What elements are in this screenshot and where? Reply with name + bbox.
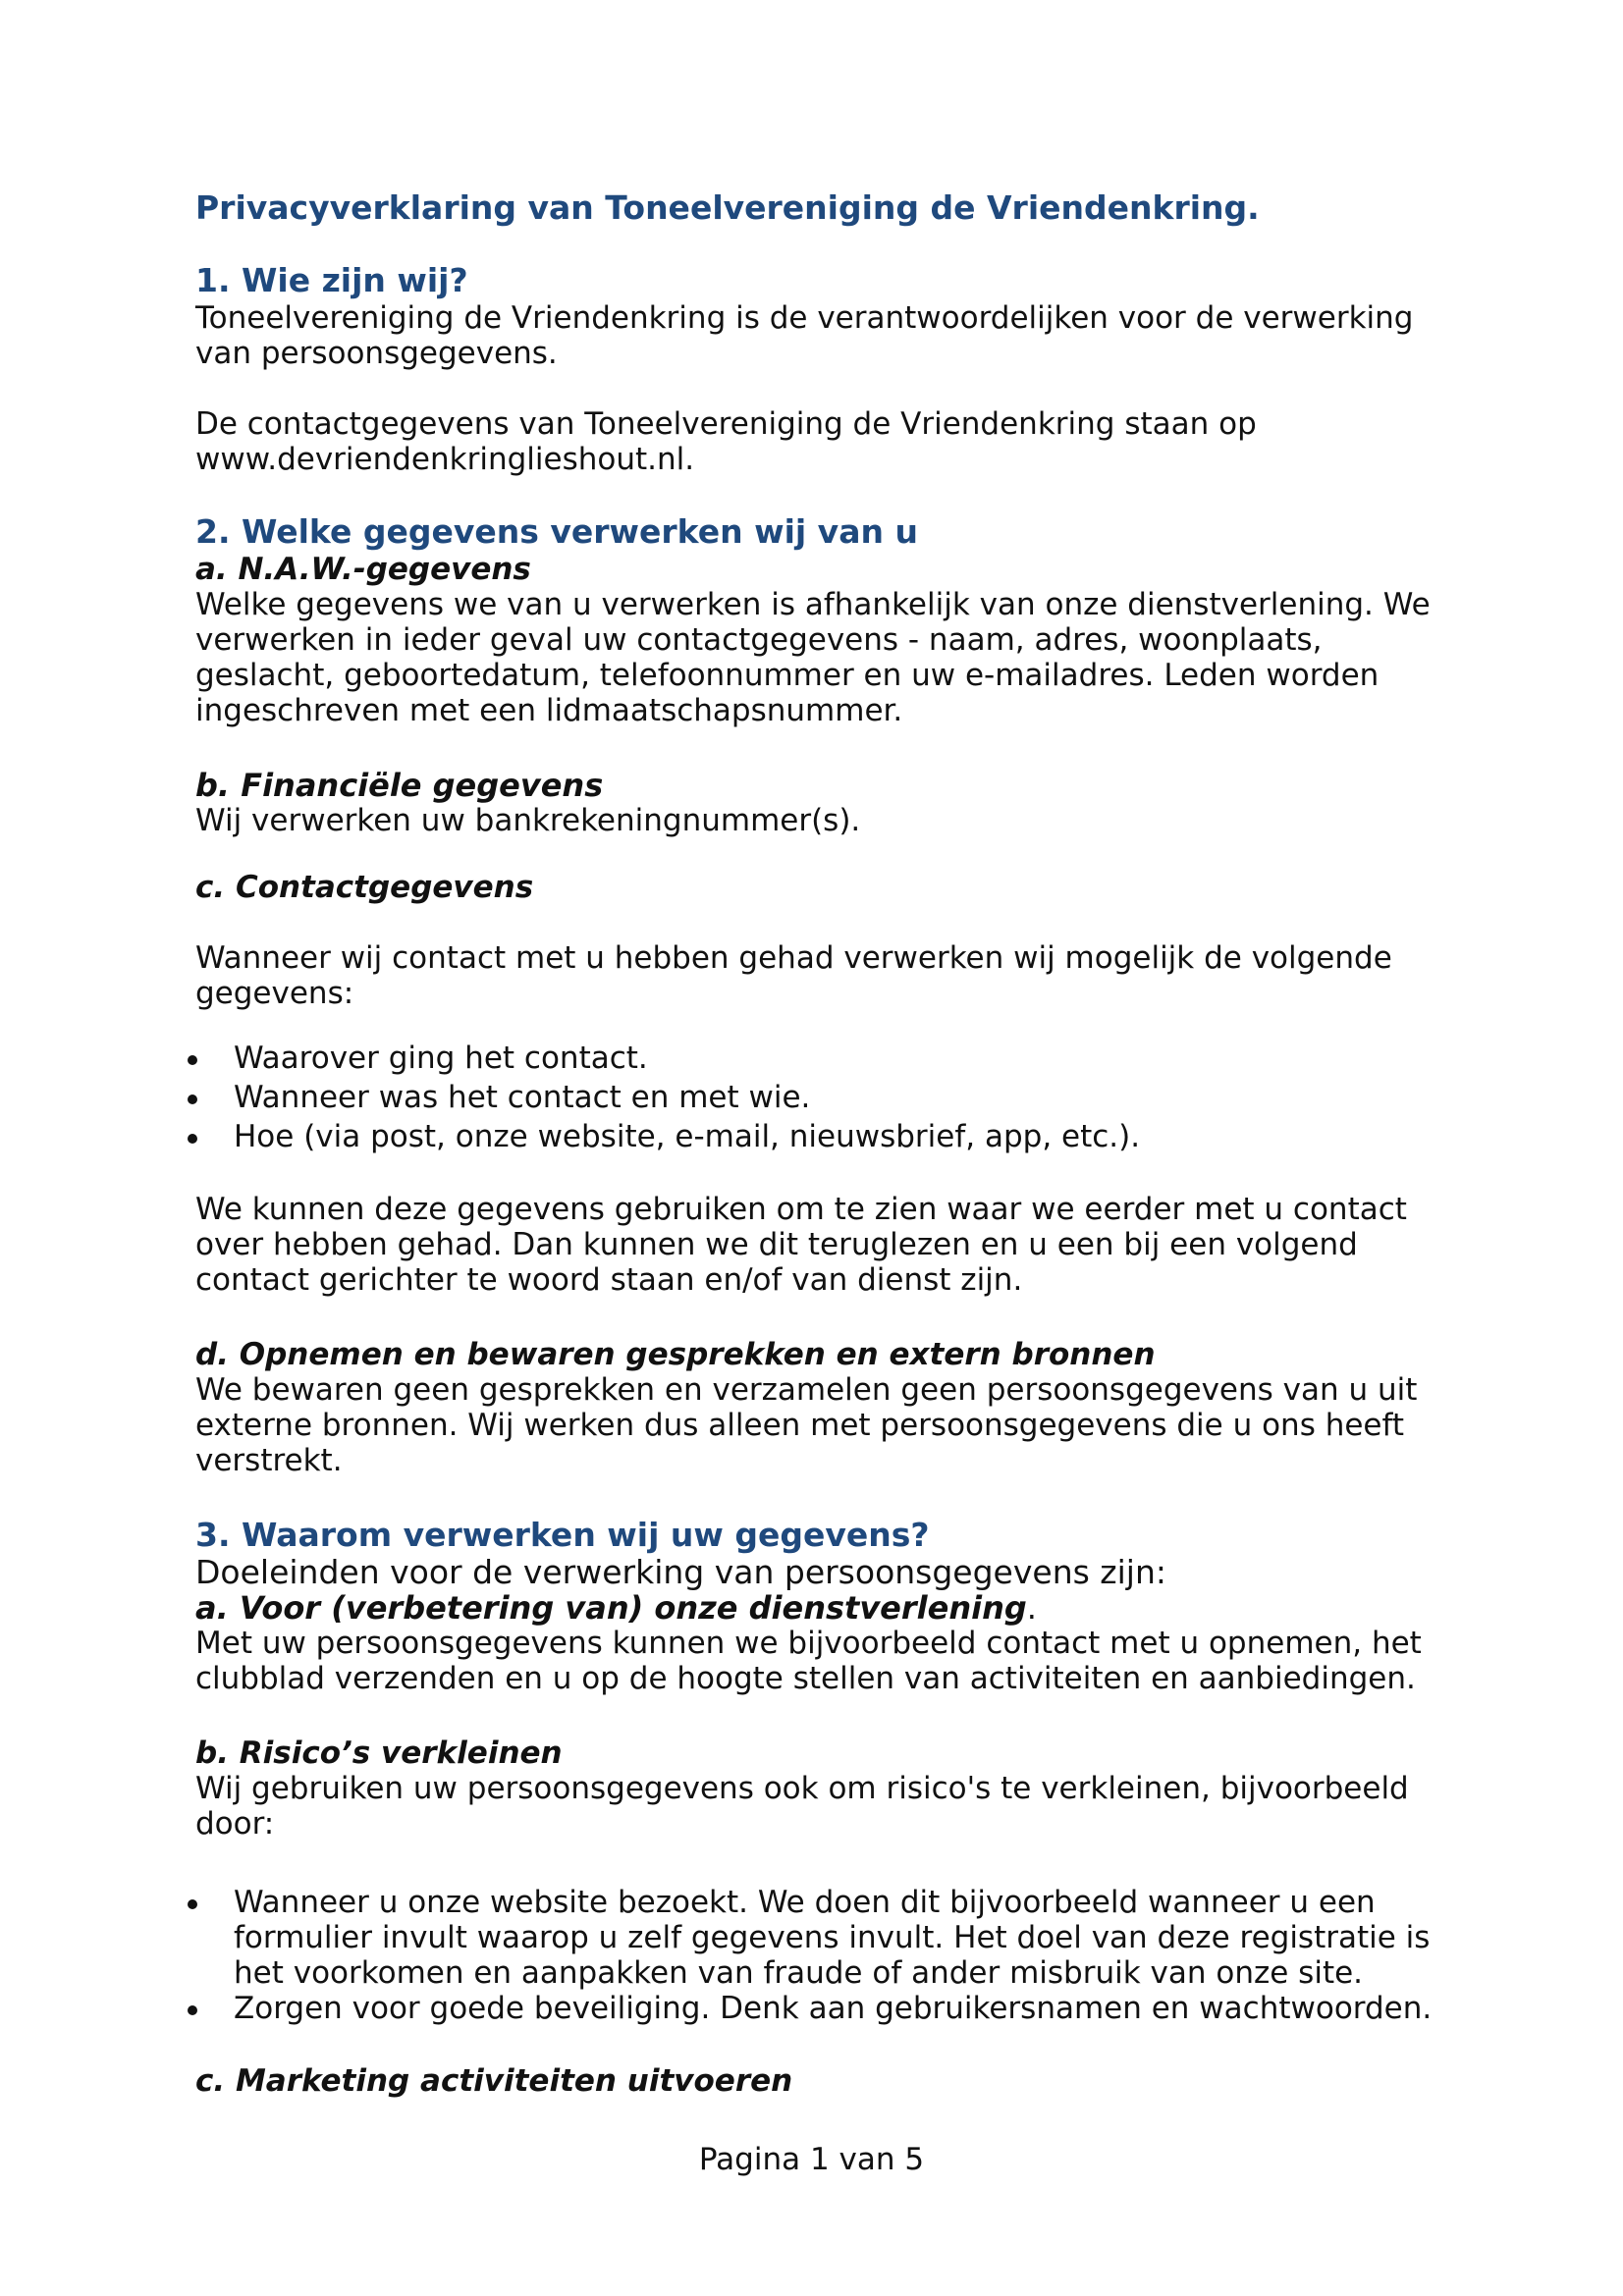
section-3-heading: 3. Waarom verwerken wij uw gegevens? xyxy=(195,1516,930,1554)
list-item: Hoe (via post, onze website, e-mail, nieuwsbrief, app, etc.). xyxy=(195,1119,1433,1154)
list-item: Wanneer was het contact en met wie. xyxy=(195,1080,1433,1115)
section-1-heading: 1. Wie zijn wij? xyxy=(195,261,468,299)
document-title: Privacyverklaring van Toneelvereniging de Vriendenkring. xyxy=(195,188,1260,227)
page-footer: Pagina 1 van 5 xyxy=(698,2142,925,2177)
list-item: Wanneer u onze website bezoekt. We doen dit bijvoorbeeld wanneer u een formulier invult waarop u zelf gegevens invult. Het doel van deze registratie is het voorkomen en aanpakken van fraude of ander misbruik van onze site. xyxy=(195,1885,1433,1991)
section-1-paragraph-1: Toneelvereniging de Vriendenkring is de verantwoordelijken voor de verwerking van persoonsgegevens. xyxy=(195,300,1414,371)
section-3c-heading: c. Marketing activiteiten uitvoeren xyxy=(195,2063,793,2099)
section-2-heading: 2. Welke gegevens verwerken wij van u xyxy=(195,512,918,551)
section-2c-heading: c. Contactgegevens xyxy=(195,870,534,905)
section-2a-heading: a. N.A.W.-gegevens xyxy=(195,552,531,587)
bullet-icon xyxy=(188,1134,197,1144)
section-2b-heading: b. Financiële gegevens xyxy=(195,767,604,804)
document-page xyxy=(195,187,1433,2099)
section-2d-heading: d. Opnemen en bewaren gesprekken en extern bronnen xyxy=(195,1337,1156,1372)
bullet-icon xyxy=(188,1055,197,1065)
section-2c-intro: Wanneer wij contact met u hebben gehad verwerken wij mogelijk de volgende gegevens: xyxy=(195,940,1392,1011)
contact-bullet-list xyxy=(195,1041,1433,1154)
bullet-icon xyxy=(188,2005,197,2015)
list-item: Zorgen voor goede beveiliging. Denk aan gebruikersnamen en wachtwoorden. xyxy=(195,1991,1433,2026)
section-3-intro: Doeleinden voor de verwerking van persoonsgegevens zijn: xyxy=(195,1553,1166,1591)
section-3a-text: Met uw persoonsgegevens kunnen we bijvoorbeeld contact met u opnemen, het clubblad verzenden en u op de hoogte stellen van activiteiten en aanbiedingen. xyxy=(195,1626,1422,1696)
section-3b-text: Wij gebruiken uw persoonsgegevens ook om risico's te verkleinen, bijvoorbeeld door: xyxy=(195,1771,1409,1842)
section-3a-heading: a. Voor (verbetering van) onze dienstverlening. xyxy=(195,1589,1037,1627)
section-2a-text: Welke gegevens we van u verwerken is afhankelijk van onze dienstverlening. We verwerken in ieder geval uw contactgegevens - naam, adres, woonplaats, geslacht, geboortedatum, telefoonnummer en uw e-mailadres. Leden worden ingeschreven met een lidmaatschapsnummer. xyxy=(195,587,1431,728)
section-1-paragraph-2: De contactgegevens van Toneelvereniging de Vriendenkring staan op www.devriendenkringlieshout.nl. xyxy=(195,406,1257,477)
section-3b-heading: b. Risico’s verkleinen xyxy=(195,1735,563,1771)
risk-bullet-list xyxy=(195,1885,1433,2026)
list-item: Waarover ging het contact. xyxy=(195,1041,1433,1076)
section-2b-text: Wij verwerken uw bankrekeningnummer(s). xyxy=(195,803,861,838)
bullet-icon xyxy=(188,1899,197,1909)
section-2d-text: We bewaren geen gesprekken en verzamelen geen persoonsgegevens van u uit externe bronnen. Wij werken dus alleen met persoonsgegevens die u ons heeft verstrekt. xyxy=(195,1372,1418,1478)
section-2c-after: We kunnen deze gegevens gebruiken om te zien waar we eerder met u contact over hebben gehad. Dan kunnen we dit teruglezen en u een bij een volgend contact gerichter te woord staan en/of van dienst zijn. xyxy=(195,1192,1407,1298)
bullet-icon xyxy=(188,1095,197,1104)
